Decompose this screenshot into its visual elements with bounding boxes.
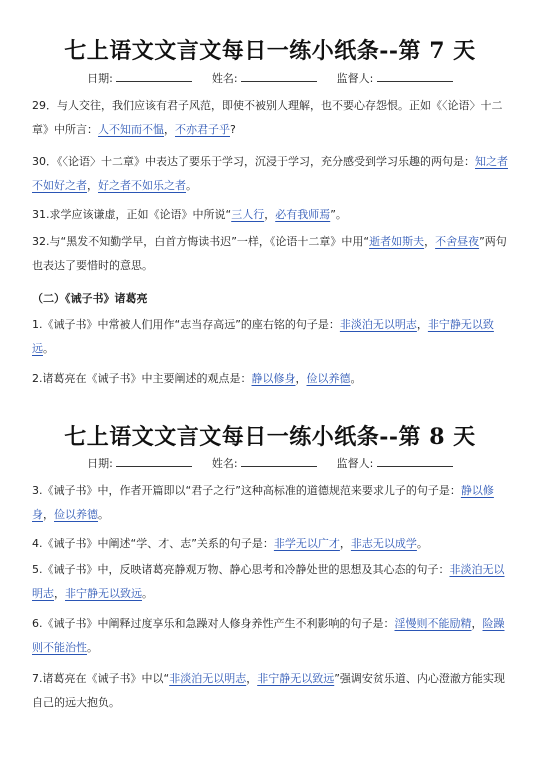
- answer-2: 俭以养德: [306, 372, 351, 385]
- answer-2: 必有我师焉: [275, 208, 331, 221]
- question-32: [32, 230, 510, 278]
- answer-1: 非学无以广才: [273, 537, 340, 550]
- answer-2: 险躁则不能治性: [32, 617, 505, 654]
- ending: 。: [142, 587, 153, 600]
- supervisor-label: 监督人:: [336, 457, 374, 470]
- fill-in-header-day8: [0, 455, 540, 471]
- ending: 。: [416, 537, 428, 550]
- question-s4: [32, 532, 510, 556]
- supervisor-field[interactable]: [377, 455, 453, 467]
- answer-2: 非宁静无以致远: [32, 318, 494, 355]
- separator: ，: [416, 318, 428, 331]
- answer-1: 非淡泊无以明志: [339, 318, 417, 331]
- name-label: 姓名:: [211, 457, 238, 470]
- answer-2: 不亦君子乎: [175, 123, 230, 136]
- question-text: 29．与人交往，我们应该有君子风范，即使不被别人理解，也不要心存怨恨。正如《〈论语〉十二章》中所言：: [32, 99, 503, 136]
- answer-1: 淫慢则不能励精: [394, 617, 472, 630]
- answer-2: 非宁静无以致远: [257, 672, 335, 685]
- question-text: 2.诸葛亮在《诫子书》中主要阐述的观点是：: [32, 372, 252, 385]
- supervisor-label: 监督人:: [336, 72, 374, 85]
- section-heading: （二）《诫子书》诸葛亮: [32, 292, 148, 305]
- answer-2: 不舍昼夜: [435, 235, 480, 248]
- answer-1: 非淡泊无以明志: [169, 672, 247, 685]
- page-title-day8: 七上语文文言文每日一练小纸条--第 8 天: [64, 424, 476, 450]
- question-s1: [32, 313, 510, 361]
- question-s3: [32, 479, 510, 527]
- separator: ，: [471, 617, 483, 630]
- separator: ，: [246, 672, 258, 685]
- ending: 。: [98, 508, 109, 521]
- ending: 。: [186, 179, 197, 192]
- question-s2: [32, 367, 510, 391]
- answer-2: 俭以养德: [54, 508, 98, 521]
- answer-2: 好之者不如乐之者: [98, 179, 186, 192]
- question-text: 3.《诫子书》中，作者开篇即以“君子之行”这种高标准的道德规范来要求儿子的句子是：: [32, 484, 461, 497]
- date-label: 日期:: [87, 72, 113, 85]
- name-label: 姓名:: [211, 72, 238, 85]
- question-text: 6.《诫子书》中阐释过度享乐和急躁对人修身养性产生不利影响的句子是：: [32, 617, 395, 630]
- separator: ，: [264, 208, 276, 221]
- question-text: 5.《诫子书》中，反映诸葛亮静观万物、静心思考和冷静处世的思想及其心态的句子：: [32, 563, 450, 576]
- name-field[interactable]: [241, 70, 317, 82]
- question-30: [32, 150, 510, 198]
- question-s7: [32, 667, 510, 715]
- answer-1: 非淡泊无以明志: [32, 563, 505, 600]
- question-text: 31.求学应该谦虚，正如《论语》中所说“: [32, 208, 232, 221]
- ending: 。: [87, 641, 98, 654]
- answer-1: 静以修身: [32, 484, 494, 521]
- date-label: 日期:: [87, 457, 113, 470]
- question-text: 30．《〈论语〉十二章》中表达了要乐于学习，沉浸于学习，充分感受到学习乐趣的两句是：: [32, 155, 475, 168]
- question-text: 4.《诫子书》中阐述“学、才、志”关系的句子是：: [32, 537, 274, 550]
- question-text: 32.与“黑发不知勤学早，白首方悔读书迟”一样，《论语十二章》中用“: [32, 235, 370, 248]
- page-title: 七上语文文言文每日一练小纸条--第 7 天: [64, 38, 476, 64]
- ending: 。: [43, 342, 54, 355]
- answer-2: 非志无以成学: [350, 537, 417, 550]
- question-text: 7.诸葛亮在《诫子书》中以“: [32, 672, 170, 685]
- separator: ，: [54, 587, 65, 600]
- separator: ，: [43, 508, 54, 521]
- answer-1: 人不知而不愠: [98, 123, 164, 136]
- date-field[interactable]: [116, 455, 192, 467]
- separator: ，: [87, 179, 98, 192]
- supervisor-field[interactable]: [377, 70, 453, 82]
- name-field[interactable]: [241, 455, 317, 467]
- ending: 。: [350, 372, 362, 385]
- question-s5: [32, 558, 510, 606]
- question-text: 1.《诫子书》中常被人们用作“志当存高远”的座右铭的句子是：: [32, 318, 340, 331]
- separator: ，: [424, 235, 436, 248]
- separator: ，: [164, 123, 175, 136]
- answer-1: 逝者如斯夫: [369, 235, 425, 248]
- ending: ”两句也表达了要惜时的意思。: [32, 235, 507, 272]
- question-s6: [32, 612, 510, 660]
- separator: ，: [295, 372, 307, 385]
- separator: ，: [339, 537, 351, 550]
- ending: ”。: [330, 208, 347, 221]
- ending: ”强调安贫乐道、内心澄澈方能实现自己的远大抱负。: [32, 672, 505, 709]
- question-31: [32, 203, 510, 227]
- answer-2: 非宁静无以致远: [65, 587, 142, 600]
- answer-1: 静以修身: [251, 372, 296, 385]
- ending: ?: [230, 123, 236, 136]
- question-29: [32, 94, 510, 142]
- date-field[interactable]: [116, 70, 192, 82]
- answer-1: 三人行: [231, 208, 265, 221]
- answer-1: 知之者不如好之者: [32, 155, 508, 192]
- fill-in-header: [0, 70, 540, 86]
